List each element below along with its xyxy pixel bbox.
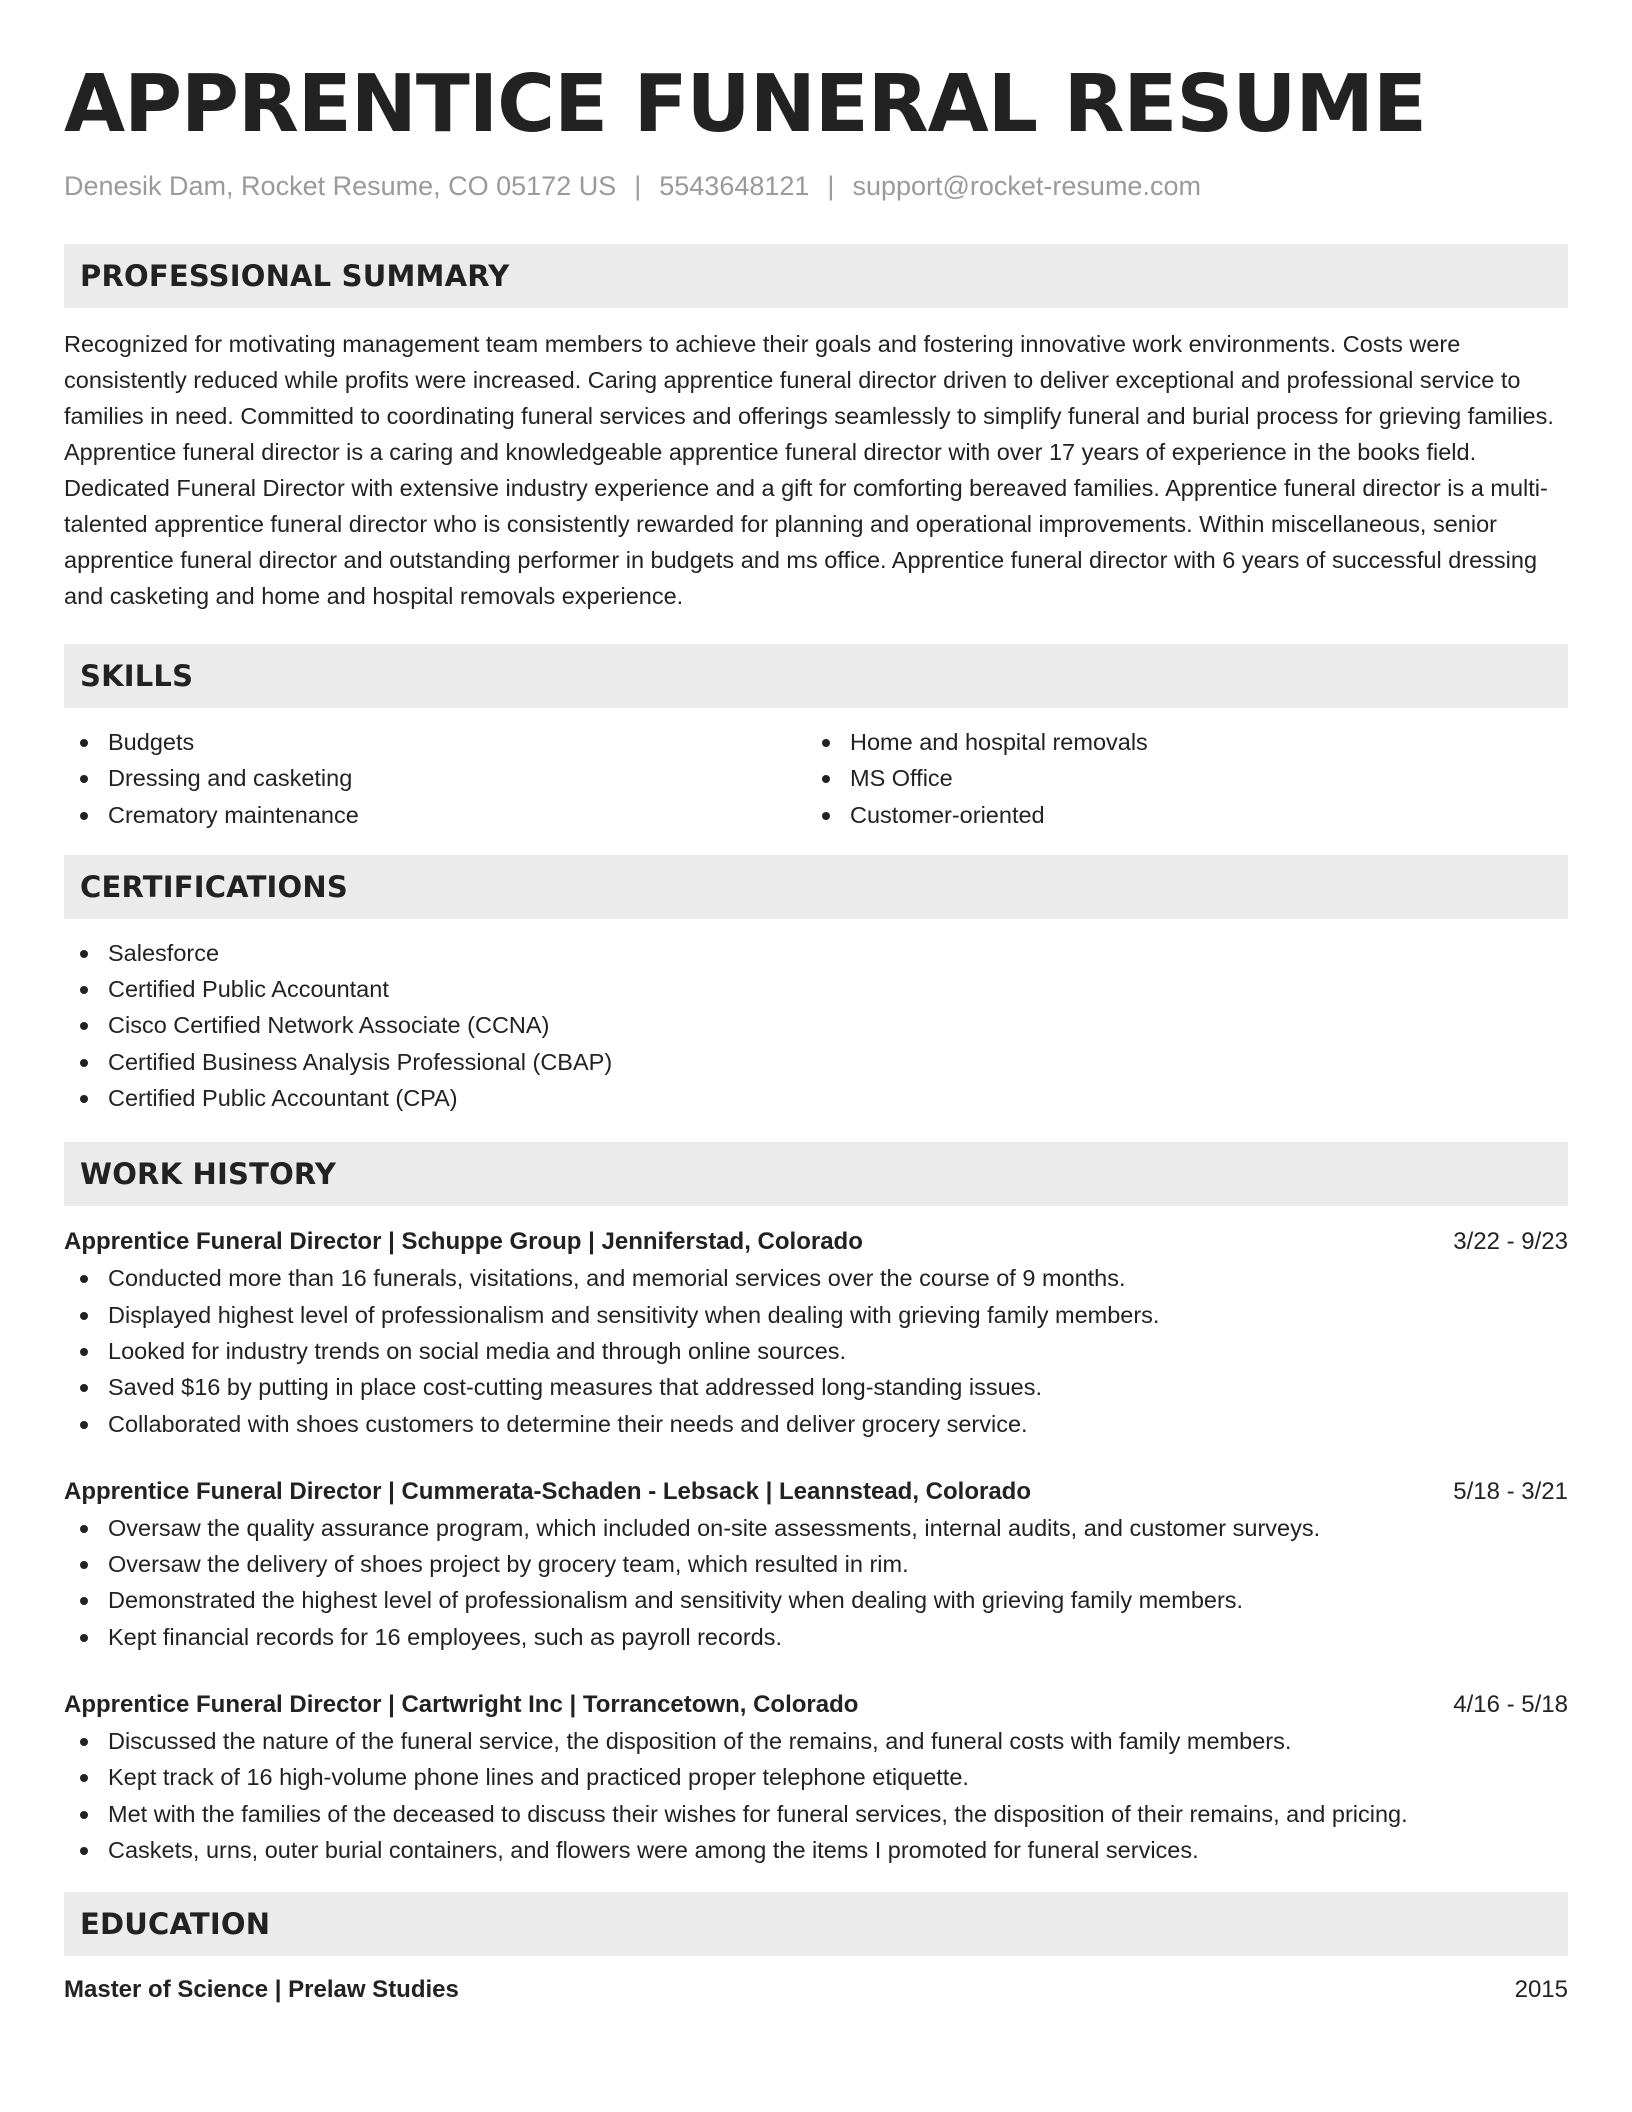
skill-item: MS Office: [806, 760, 1548, 796]
job-bullets: [64, 1260, 1568, 1441]
contact-phone: 5543648121: [659, 171, 810, 201]
job-bullet: Oversaw the delivery of shoes project by grocery team, which resulted in rim.: [64, 1546, 1568, 1582]
section-header-skills: SKILLS: [64, 644, 1568, 708]
contact-line: [64, 168, 1568, 204]
job-bullets: [64, 1510, 1568, 1655]
job-bullet: Displayed highest level of professionalism and sensitivity when dealing with grieving family members.: [64, 1297, 1568, 1333]
job-header: [64, 1474, 1568, 1510]
job-bullet: Collaborated with shoes customers to determine their needs and deliver grocery service.: [64, 1406, 1568, 1442]
certification-item: Cisco Certified Network Associate (CCNA): [64, 1007, 1568, 1043]
summary-text: Recognized for motivating management team members to achieve their goals and fostering innovative work environments. Costs were consistently reduced while profits were increased. Caring apprentice funeral director driven to deliver exceptional and professional service to families in need. Committed to coordinating funeral services and offerings seamlessly to simplify funeral and burial process for grieving families. Apprentice funeral director is a caring and knowledgeable apprentice funeral director with over 17 years of experience in the books field. Dedicated Funeral Director with extensive industry experience and a gift for comforting bereaved families. Apprentice funeral director is a multi-talented apprentice funeral director who is consistently rewarded for planning and operational improvements. Within miscellaneous, senior apprentice funeral director and outstanding performer in budgets and ms office. Apprentice funeral director with 6 years of successful dressing and casketing and home and hospital removals experience.: [64, 331, 1554, 609]
contact-separator: |: [827, 171, 835, 201]
certifications-list: [64, 935, 1568, 1116]
skills-list: [64, 724, 1568, 833]
education-entry: [64, 1972, 1568, 2008]
skill-item: Crematory maintenance: [64, 797, 806, 833]
job-bullet: Caskets, urns, outer burial containers, and flowers were among the items I promoted for funeral services.: [64, 1832, 1568, 1868]
job-title: Apprentice Funeral Director | Cummerata-Schaden - Lebsack | Leannstead, Colorado: [64, 1477, 1031, 1505]
skill-item: Home and hospital removals: [806, 724, 1548, 760]
job-bullet: Kept track of 16 high-volume phone lines and practiced proper telephone etiquette.: [64, 1759, 1568, 1795]
section-header-summary: PROFESSIONAL SUMMARY: [64, 244, 1568, 308]
skill-item: Budgets: [64, 724, 806, 760]
job-bullet: Demonstrated the highest level of professionalism and sensitivity when dealing with grieving family members.: [64, 1582, 1568, 1618]
section-header-education: EDUCATION: [64, 1892, 1568, 1956]
education-degree: Master of Science | Prelaw Studies: [64, 1976, 459, 2004]
section-header-certifications: CERTIFICATIONS: [64, 855, 1568, 919]
job-dates: 4/16 - 5/18: [1453, 1691, 1568, 1719]
resume-page: [64, 0, 1568, 2008]
job-header: [64, 1224, 1568, 1260]
job-bullet: Discussed the nature of the funeral service, the disposition of the remains, and funeral costs with family members.: [64, 1723, 1568, 1759]
job-bullet: Looked for industry trends on social media and through online sources.: [64, 1333, 1568, 1369]
skills-column-right: [806, 724, 1548, 833]
job-bullets: [64, 1723, 1568, 1868]
contact-address: Denesik Dam, Rocket Resume, CO 05172 US: [64, 171, 617, 201]
certification-item: Certified Public Accountant (CPA): [64, 1080, 1568, 1116]
contact-email: support@rocket-resume.com: [852, 171, 1201, 201]
job-dates: 5/18 - 3/21: [1453, 1477, 1568, 1505]
job-entry: [64, 1224, 1568, 1441]
job-title: Apprentice Funeral Director | Schuppe Group | Jenniferstad, Colorado: [64, 1228, 863, 1256]
certification-item: Certified Public Accountant: [64, 971, 1568, 1007]
resume-title: APPRENTICE FUNERAL RESUME: [64, 58, 1427, 150]
job-bullet: Kept financial records for 16 employees, such as payroll records.: [64, 1619, 1568, 1655]
education-year: 2015: [1514, 1976, 1568, 2004]
job-bullet: Oversaw the quality assurance program, which included on-site assessments, internal audits, and customer surveys.: [64, 1510, 1568, 1546]
section-header-work-history: WORK HISTORY: [64, 1142, 1568, 1206]
skills-column-left: [64, 724, 806, 833]
job-header: [64, 1687, 1568, 1723]
certification-item: Salesforce: [64, 935, 1568, 971]
job-entry: [64, 1687, 1568, 1868]
skill-item: Dressing and casketing: [64, 760, 806, 796]
contact-separator: |: [634, 171, 642, 201]
job-title: Apprentice Funeral Director | Cartwright Inc | Torrancetown, Colorado: [64, 1691, 859, 1719]
job-entry: [64, 1474, 1568, 1655]
job-bullet: Conducted more than 16 funerals, visitations, and memorial services over the course of 9 months.: [64, 1260, 1568, 1296]
skill-item: Customer-oriented: [806, 797, 1548, 833]
job-bullet: Saved $16 by putting in place cost-cutting measures that addressed long-standing issues.: [64, 1369, 1568, 1405]
job-dates: 3/22 - 9/23: [1453, 1228, 1568, 1256]
certification-item: Certified Business Analysis Professional (CBAP): [64, 1044, 1568, 1080]
job-bullet: Met with the families of the deceased to discuss their wishes for funeral services, the disposition of their remains, and pricing.: [64, 1796, 1568, 1832]
